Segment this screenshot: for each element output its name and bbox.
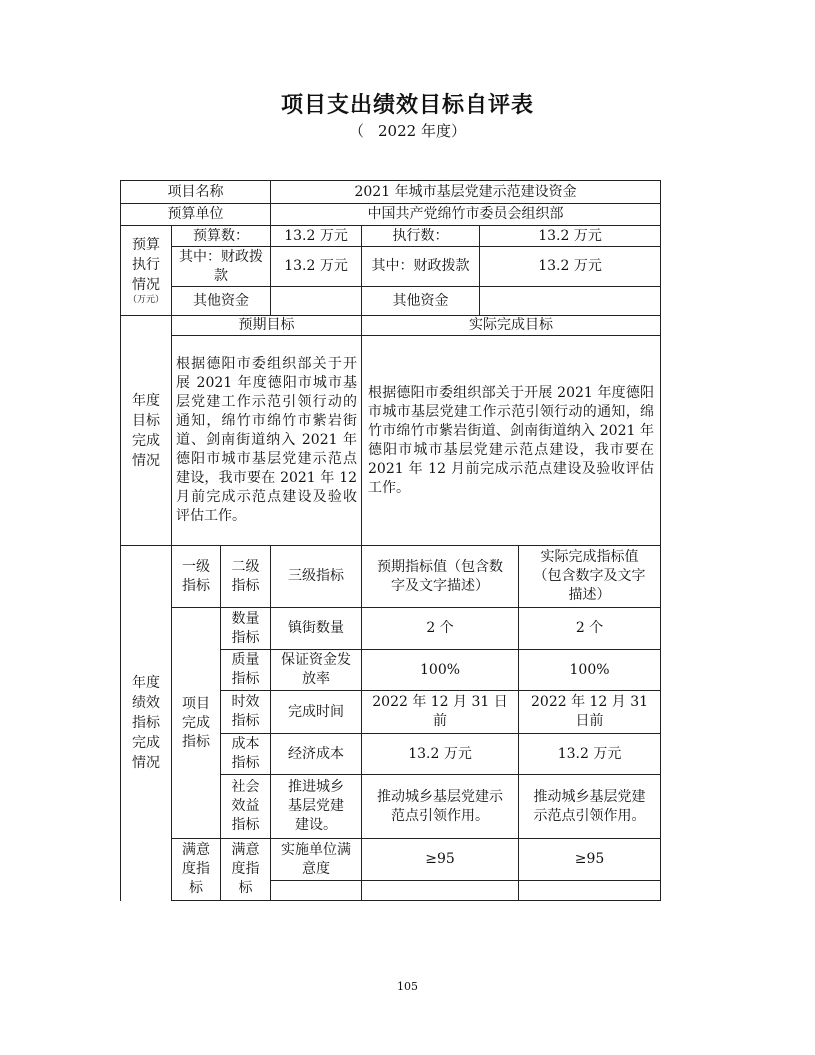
satisfaction-level3: 实施单位满意度 <box>271 839 362 881</box>
indicator-level3: 完成时间 <box>271 691 362 734</box>
indicator-level3: 镇街数量 <box>271 608 362 650</box>
exec-amount-value: 13.2 万元 <box>480 226 661 247</box>
indicator-expected: 2022 年 12 月 31 日前 <box>362 691 519 734</box>
budget-amount-label: 预算数： <box>172 226 271 247</box>
budget-unit-row <box>121 204 661 226</box>
indicator-level3: 经济成本 <box>271 734 362 775</box>
indicator-header-row <box>121 546 661 608</box>
fiscal-label: 其中：财政拨款 <box>172 247 271 287</box>
indicator-expected: 推动城乡基层党建示范点引领作用。 <box>362 775 519 839</box>
actual-goal-text: 根据德阳市委组织部关于开展 2021 年度德阳市城市基层党建工作示范引领行动的通知，绵竹市绵竹市紫岩街道、剑南街道纳入 2021 年德阳市城市基层党建示范点建设，我市要在 2021 年 12 月前完成示范点建设及验收评估工作。 <box>362 336 661 546</box>
indicator-actual: 100% <box>519 650 661 691</box>
project-completion-label: 项目完成指标 <box>172 608 221 839</box>
page-number: 105 <box>397 980 418 993</box>
satisfaction-row <box>121 839 661 881</box>
indicator-level2: 成本指标 <box>221 734 271 775</box>
satisfaction-extra-expected <box>362 881 519 901</box>
indicator-actual: 2 个 <box>519 608 661 650</box>
indicator-actual: 2022 年 12 月 31 日前 <box>519 691 661 734</box>
other-funds-value <box>271 287 362 316</box>
year-subtitle <box>0 120 815 141</box>
indicator-level2: 数量指标 <box>221 608 271 650</box>
fiscal-value: 13.2 万元 <box>271 247 362 287</box>
exec-other-funds-value <box>480 287 661 316</box>
satisfaction-extra-level3 <box>271 881 362 901</box>
subtitle-unit: 年度） <box>420 122 466 140</box>
level2-header: 二级指标 <box>221 546 271 608</box>
expected-goal-text: 根据德阳市委组织部关于开展 2021 年度德阳市城市基层党建工作示范引领行动的通知，绵竹市绵竹市紫岩街道、剑南街道纳入 2021 年德阳市城市基层党建示范点建设，我市要在 2021 年 12 月前完成示范点建设及验收评估工作。 <box>172 336 362 546</box>
budget-row <box>121 226 661 247</box>
project-name-label: 项目名称 <box>121 181 271 204</box>
budget-unit-label: 预算单位 <box>121 204 271 226</box>
level3-header: 三级指标 <box>271 546 362 608</box>
exec-fiscal-label: 其中：财政拨款 <box>362 247 480 287</box>
performance-table <box>120 180 661 901</box>
level1-header: 一级指标 <box>172 546 221 608</box>
exec-amount-label: 执行数： <box>362 226 480 247</box>
indicator-actual: 推动城乡基层党建示范点引领作用。 <box>519 775 661 839</box>
page-title: 项目支出绩效目标自评表 <box>280 93 534 118</box>
subtitle-open: （ <box>349 122 365 140</box>
satisfaction-extra-actual <box>519 881 661 901</box>
actual-goal-header: 实际完成目标 <box>362 316 661 336</box>
expected-goal-header: 预期目标 <box>172 316 362 336</box>
actual-value-header: 实际完成指标值（包含数字及文字描述） <box>519 546 661 608</box>
budget-unit-value: 中国共产党绵竹市委员会组织部 <box>271 204 661 226</box>
project-name-row <box>121 181 661 204</box>
budget-amount-value: 13.2 万元 <box>271 226 362 247</box>
indicator-level3: 保证资金发放率 <box>271 650 362 691</box>
goals-text-row <box>121 336 661 546</box>
expected-value-header: 预期指标值（包含数字及文字描述） <box>362 546 519 608</box>
indicator-level2: 质量指标 <box>221 650 271 691</box>
other-funds-row <box>121 287 661 316</box>
satisfaction-level2: 满意度指标 <box>221 839 271 901</box>
indicator-row <box>121 608 661 650</box>
indicator-expected: 100% <box>362 650 519 691</box>
other-funds-label: 其他资金 <box>172 287 271 316</box>
budget-section-label: 预算执行情况 （万元） <box>121 226 172 316</box>
satisfaction-label: 满意度指标 <box>172 839 221 901</box>
indicator-expected: 13.2 万元 <box>362 734 519 775</box>
satisfaction-expected: ≥95 <box>362 839 519 881</box>
indicator-level3: 推进城乡基层党建建设。 <box>271 775 362 839</box>
subtitle-year: 2022 <box>378 122 417 140</box>
indicator-expected: 2 个 <box>362 608 519 650</box>
satisfaction-actual: ≥95 <box>519 839 661 881</box>
project-name-value: 2021 年城市基层党建示范建设资金 <box>271 181 661 204</box>
indicator-level2: 社会效益指标 <box>221 775 271 839</box>
fiscal-row <box>121 247 661 287</box>
goals-section-label: 年度目标完成情况 <box>121 316 172 546</box>
exec-fiscal-value: 13.2 万元 <box>480 247 661 287</box>
indicator-level2: 时效指标 <box>221 691 271 734</box>
indicators-section-label: 年度绩效指标完成情况 <box>121 546 172 901</box>
indicator-actual: 13.2 万元 <box>519 734 661 775</box>
exec-other-funds-label: 其他资金 <box>362 287 480 316</box>
goals-header-row <box>121 316 661 336</box>
